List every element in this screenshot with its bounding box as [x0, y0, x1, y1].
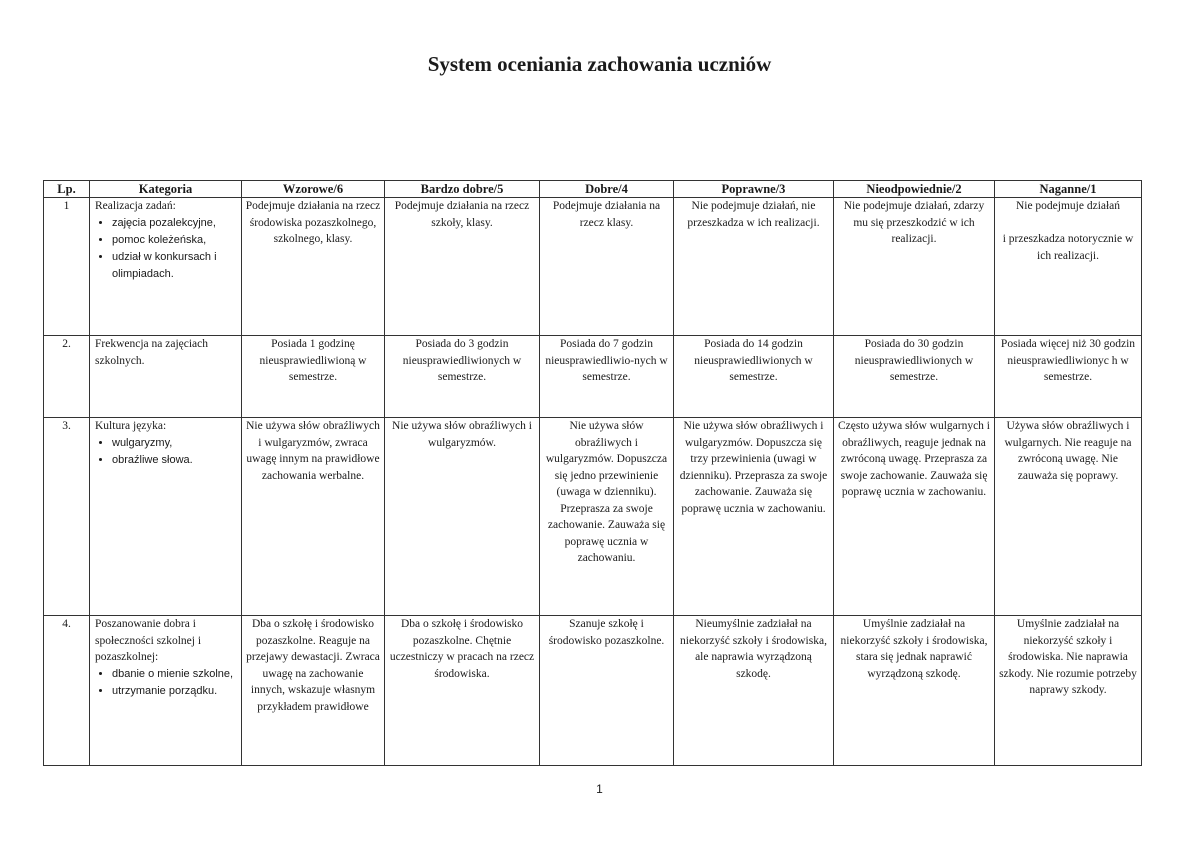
table-row [44, 616, 1142, 766]
grade-4-description: Podejmuje działania na rzecz klasy. [540, 198, 674, 336]
grade-5-description: Nie używa słów obraźliwych i wulgaryzmów. [385, 418, 540, 616]
column-header-grade-6: Wzorowe/6 [242, 181, 385, 198]
category-item: • udział w konkursach i olimpiadach. [112, 249, 238, 283]
category-item: • dbanie o mienie szkolne, [112, 666, 238, 683]
row-number: 2. [44, 336, 90, 418]
category-cell [90, 198, 242, 336]
category-item: • pomoc koleżeńska, [112, 232, 238, 249]
column-header-grade-3: Poprawne/3 [674, 181, 834, 198]
grade-1-description-text: Nie podejmuje działań i przeszkadza notorycznie w ich realizacji. [1002, 200, 1134, 262]
grade-6-description: Posiada 1 godzinę nieusprawiedliwioną w semestrze. [242, 336, 385, 418]
table-row [44, 198, 1142, 336]
column-header-category: Kategoria [90, 181, 242, 198]
category-item: • zajęcia pozalekcyjne, [112, 215, 238, 232]
category-items [95, 215, 238, 283]
grade-6-description: Dba o szkołę i środowisko pozaszkolne. Reaguje na przejawy dewastacji. Zwraca uwagę na zachowanie innych, wskazuje własnym przykładem prawidłowe [242, 616, 385, 766]
category-cell [90, 616, 242, 766]
column-header-grade-2: Nieodpowiednie/2 [834, 181, 995, 198]
grade-4-description: Szanuje szkołę i środowisko pozaszkolne. [540, 616, 674, 766]
category-title: Frekwencja na zajęciach szkolnych. [95, 338, 209, 367]
page-number: 1 [596, 782, 603, 796]
category-title: Realizacja zadań: [95, 200, 176, 212]
row-number: 1 [44, 198, 90, 336]
grade-4-description: Posiada do 7 godzin nieusprawiedliwio-nych w semestrze. [540, 336, 674, 418]
category-item: • obraźliwe słowa. [112, 452, 238, 469]
column-header-grade-5: Bardzo dobre/5 [385, 181, 540, 198]
grade-2-description: Posiada do 30 godzin nieusprawiedliwionych w semestrze. [834, 336, 995, 418]
row-number: 3. [44, 418, 90, 616]
grade-3-description: Posiada do 14 godzin nieusprawiedliwionych w semestrze. [674, 336, 834, 418]
grade-6-description: Nie używa słów obraźliwych i wulgaryzmów, zwraca uwagę innym na prawidłowe zachowania werbalne. [242, 418, 385, 616]
grade-1-description: Posiada więcej niż 30 godzin nieusprawiedliwionyc h w semestrze. [995, 336, 1142, 418]
category-items [95, 666, 238, 700]
grade-3-description: Nieumyślnie zadziałał na niekorzyść szkoły i środowiska, ale naprawia wyrządzoną szkodę. [674, 616, 834, 766]
grade-5-description: Posiada do 3 godzin nieusprawiedliwionych w semestrze. [385, 336, 540, 418]
grade-4-description: Nie używa słów obraźliwych i wulgaryzmów. Dopuszcza się jedno przewinienie (uwaga w dzienniku). Przeprasza za swoje zachowanie. Zauważa się poprawę ucznia w zachowaniu. [540, 418, 674, 616]
grade-1-description: Używa słów obraźliwych i wulgarnych. Nie reaguje na zwróconą uwagę. Nie zauważa się poprawy. [995, 418, 1142, 616]
table-header-row [44, 181, 1142, 198]
category-title: Kultura języka: [95, 420, 167, 432]
grade-2-description: Nie podejmuje działań, zdarzy mu się przeszkodzić w ich realizacji. [834, 198, 995, 336]
grade-2-description: Często używa słów wulgarnych i obraźliwych, reaguje jednak na zwróconą uwagę. Przeprasza za swoje zachowanie. Zauważa się poprawę ucznia w zachowaniu. [834, 418, 995, 616]
column-header-grade-4: Dobre/4 [540, 181, 674, 198]
grade-1-description: Umyślnie zadziałał na niekorzyść szkoły i środowiska. Nie naprawia szkody. Nie rozumie potrzeby naprawy szkody. [995, 616, 1142, 766]
category-cell [90, 336, 242, 418]
column-header-lp: Lp. [44, 181, 90, 198]
table-row [44, 336, 1142, 418]
category-cell [90, 418, 242, 616]
row-number: 4. [44, 616, 90, 766]
grade-5-description: Dba o szkołę i środowisko pozaszkolne. Chętnie uczestniczy w pracach na rzecz środowiska. [385, 616, 540, 766]
category-item: • wulgaryzmy, [112, 435, 238, 452]
behavior-grading-table [43, 180, 1142, 766]
grade-5-description: Podejmuje działania na rzecz szkoły, klasy. [385, 198, 540, 336]
category-title: Poszanowanie dobra i społeczności szkolnej i pozaszkolnej: [95, 618, 202, 663]
grade-6-description: Podejmuje działania na rzecz środowiska pozaszkolnego, szkolnego, klasy. [242, 198, 385, 336]
grade-1-description [995, 198, 1142, 336]
grade-3-description: Nie używa słów obraźliwych i wulgaryzmów. Dopuszcza się trzy przewinienia (uwagi w dzienniku). Przeprasza za swoje zachowanie. Zauważa się poprawę ucznia w zachowaniu. [674, 418, 834, 616]
category-item: • utrzymanie porządku. [112, 683, 238, 700]
grade-2-description: Umyślnie zadziałał na niekorzyść szkoły i środowiska, stara się jednak naprawić wyrządzoną szkodę. [834, 616, 995, 766]
grade-3-description: Nie podejmuje działań, nie przeszkadza w ich realizacji. [674, 198, 834, 336]
table-row [44, 418, 1142, 616]
document-title: System oceniania zachowania uczniów [427, 52, 772, 76]
column-header-grade-1: Naganne/1 [995, 181, 1142, 198]
category-items [95, 435, 238, 469]
